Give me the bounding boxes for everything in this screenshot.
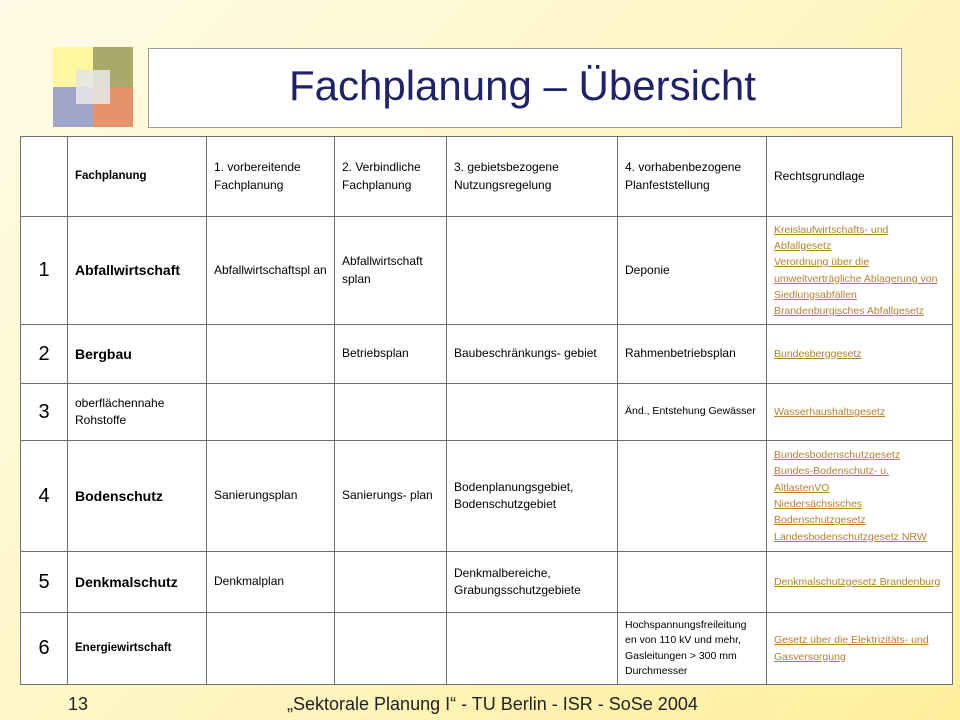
row-name: oberflächennahe Rohstoffe xyxy=(68,384,207,441)
cell-rechtsgrundlage xyxy=(767,552,953,613)
law-link[interactable]: Bundes-Bodenschutz- u. AltlastenVO xyxy=(774,465,889,494)
cell-gebietsbezogene xyxy=(447,384,618,441)
law-link[interactable]: Wasserhaushaltsgesetz xyxy=(774,405,886,418)
law-link[interactable]: Brandenburgisches Abfallgesetz xyxy=(774,305,925,318)
cell-verbindliche xyxy=(335,384,447,441)
cell-vorhabenbezogene xyxy=(618,441,767,552)
table-row xyxy=(21,384,953,441)
row-name: Bodenschutz xyxy=(68,441,207,552)
cell-gebietsbezogene: Denkmalbereiche, Grabungsschutzgebiete xyxy=(447,552,618,613)
cell-gebietsbezogene: Bodenplanungsgebiet, Bodenschutzgebiet xyxy=(447,441,618,552)
cell-verbindliche xyxy=(335,552,447,613)
row-name: Energiewirtschaft xyxy=(68,613,207,685)
law-link[interactable]: Niedersächsisches Bodenschutzgesetz xyxy=(774,498,866,527)
page-number: 13 xyxy=(68,694,89,714)
title-box xyxy=(148,48,902,128)
row-name: Abfallwirtschaft xyxy=(68,217,207,325)
cell-rechtsgrundlage xyxy=(767,613,953,685)
row-number: 6 xyxy=(21,613,68,685)
cell-verbindliche: Sanierungs- plan xyxy=(335,441,447,552)
cell-vorbereitende: Sanierungsplan xyxy=(207,441,335,552)
cell-vorbereitende: Abfallwirtschaftspl an xyxy=(207,217,335,325)
cell-vorhabenbezogene: Deponie xyxy=(618,217,767,325)
cell-rechtsgrundlage xyxy=(767,217,953,325)
slide-logo xyxy=(53,47,133,127)
law-link[interactable]: Gesetz über die Elektrizitäts- und Gasversorgung xyxy=(774,634,929,663)
logo-center-square xyxy=(76,70,110,104)
cell-vorhabenbezogene xyxy=(618,552,767,613)
header-cell-verbindliche: 2. Verbindliche Fachplanung xyxy=(335,137,447,217)
cell-rechtsgrundlage xyxy=(767,441,953,552)
cell-gebietsbezogene xyxy=(447,613,618,685)
cell-rechtsgrundlage xyxy=(767,384,953,441)
law-link[interactable]: Landesbodenschutzgesetz NRW xyxy=(774,530,927,543)
cell-gebietsbezogene xyxy=(447,217,618,325)
table-header-row xyxy=(21,137,953,217)
table-row xyxy=(21,217,953,325)
cell-rechtsgrundlage xyxy=(767,325,953,384)
cell-vorbereitende xyxy=(207,613,335,685)
cell-verbindliche: Abfallwirtschaft splan xyxy=(335,217,447,325)
cell-vorhabenbezogene: Hochspannungsfreileitung en von 110 kV und mehr, Gasleitungen > 300 mm Durchmesser xyxy=(618,613,767,685)
row-number: 1 xyxy=(21,217,68,325)
cell-gebietsbezogene: Baubeschränkungs- gebiet xyxy=(447,325,618,384)
law-link[interactable]: Denkmalschutzgesetz Brandenburg xyxy=(774,575,941,588)
row-name: Bergbau xyxy=(68,325,207,384)
row-number: 5 xyxy=(21,552,68,613)
header-cell-vorbereitende: 1. vorbereitende Fachplanung xyxy=(207,137,335,217)
cell-vorhabenbezogene: Rahmenbetriebsplan xyxy=(618,325,767,384)
cell-verbindliche: Betriebsplan xyxy=(335,325,447,384)
slide-title: Fachplanung – Übersicht xyxy=(289,62,756,109)
row-number: 2 xyxy=(21,325,68,384)
table-row xyxy=(21,613,953,685)
header-cell-gebietsbezogene: 3. gebietsbezogene Nutzungsregelung xyxy=(447,137,618,217)
fachplanung-table xyxy=(20,136,953,685)
table-row xyxy=(21,441,953,552)
row-number: 3 xyxy=(21,384,68,441)
table-row xyxy=(21,552,953,613)
cell-vorbereitende xyxy=(207,325,335,384)
law-link[interactable]: Bundesberggesetz xyxy=(774,347,862,360)
law-link[interactable]: Bundesbodenschutzgesetz xyxy=(774,449,901,462)
law-link[interactable]: Verordnung über die umweltverträgliche Ablagerung von Siedlungsabfällen xyxy=(774,256,938,301)
cell-vorbereitende: Denkmalplan xyxy=(207,552,335,613)
table-row xyxy=(21,325,953,384)
header-cell-fachplanung: Fachplanung xyxy=(68,137,207,217)
row-number: 4 xyxy=(21,441,68,552)
header-cell-vorhabenbezogene: 4. vorhabenbezogene Planfeststellung xyxy=(618,137,767,217)
header-cell-rechtsgrundlage: Rechtsgrundlage xyxy=(767,137,953,217)
header-cell-empty xyxy=(21,137,68,217)
cell-verbindliche xyxy=(335,613,447,685)
law-link[interactable]: Kreislaufwirtschafts- und Abfallgesetz xyxy=(774,223,889,252)
footer-text: „Sektorale Planung I“ - TU Berlin - ISR - SoSe 2004 xyxy=(287,694,698,714)
cell-vorhabenbezogene: Änd., Entstehung Gewässer xyxy=(618,384,767,441)
cell-vorbereitende xyxy=(207,384,335,441)
row-name: Denkmalschutz xyxy=(68,552,207,613)
